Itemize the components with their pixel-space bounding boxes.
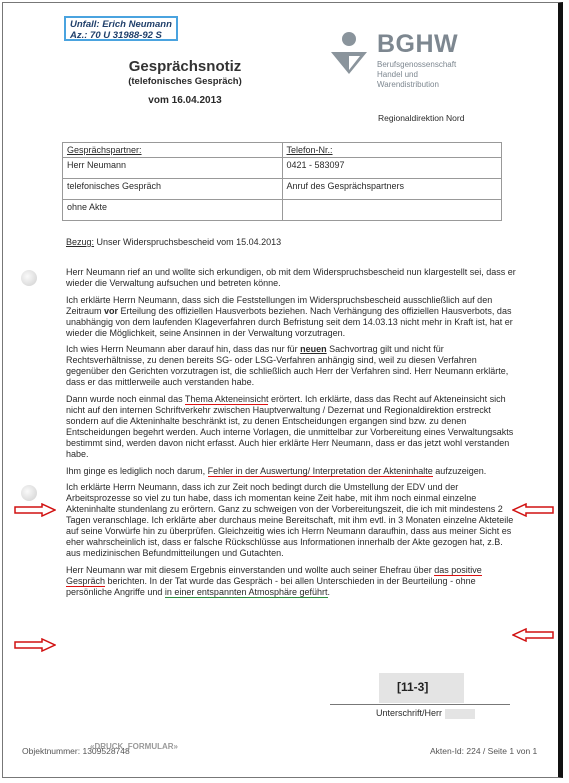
text-run: Ich wies Herrn Neumann aber darauf hin, dass das nur für bbox=[66, 344, 301, 355]
table-cell: telefonisches Gespräch bbox=[63, 179, 283, 200]
logo-sub-line: Warendistribution bbox=[377, 80, 439, 89]
title-block bbox=[90, 58, 280, 106]
text-run: Dann wurde noch einmal das bbox=[66, 394, 185, 405]
table-row bbox=[63, 179, 502, 200]
bghw-logo-icon bbox=[327, 30, 371, 76]
table-cell: ohne Akte bbox=[63, 200, 283, 221]
paragraph: Herr Neumann rief an und wollte sich erkundigen, ob mit dem Widerspruchsbescheid nun klargestellt sei, dass er wieder die Verwaltung aufsuchen und betreten könne. bbox=[66, 267, 516, 288]
document-title: Gesprächsnotiz bbox=[128, 58, 242, 75]
arrow-left-icon bbox=[512, 503, 554, 517]
subject-label: Bezug: bbox=[66, 237, 95, 247]
case-file-number: Az.: 70 U 31988-92 S bbox=[70, 30, 162, 41]
paragraph bbox=[66, 565, 518, 598]
table-cell: Gesprächspartner: bbox=[63, 143, 283, 158]
paragraph: Ich erklärte Herrn Neumann, dass ich zur Zeit noch bedingt durch die Umstellung der EDV und der Arbeitsprozesse so viel zu tun habe, dass ich momentan keine Zeit habe, mit ihm noch einmal einzelne Akteninhalte stundenlang zu erörtern. Ganz zu schweigen von der Vorbereitungszeit, die ich mit mindestens 2 Tagen veranschlage. Ich erklärte aber durchaus meine Bereitschaft, mit ihm evtl. in 3 Monaten einzelne Akteteile auf seine Vorwürfe hin zu überprüfen. Gleichzeitig wies ich Herrn Neumann daraufhin, dass aus meiner Sicht es eher wahrscheinlich ist, dass er falsche Rückschlüsse aus Informationen innerhalb der Akte gezogen hat, z.B. aus medizinischen Befundmitteilungen und Gutachten. bbox=[66, 482, 514, 558]
logo-sub-line: Berufsgenossenschaft bbox=[377, 60, 457, 69]
table-cell: Telefon-Nr.: bbox=[282, 143, 502, 158]
table-cell: Herr Neumann bbox=[63, 158, 283, 179]
region-office: Regionaldirektion Nord bbox=[378, 113, 465, 123]
arrow-right-icon bbox=[14, 638, 56, 652]
table-row bbox=[63, 158, 502, 179]
text-run: Ihm ginge es lediglich noch darum, bbox=[66, 465, 208, 476]
bghw-logo bbox=[327, 30, 487, 100]
text-run-bold: vor bbox=[104, 305, 119, 316]
signature-text: Unterschrift/Herr bbox=[376, 708, 443, 718]
subject-line bbox=[66, 237, 281, 247]
arrow-right-icon bbox=[14, 503, 56, 517]
logo-name: BGHW bbox=[377, 30, 459, 58]
document-subtitle: (telefonisches Gespräch) bbox=[128, 76, 242, 87]
punch-hole bbox=[21, 485, 37, 501]
table-cell: 0421 - 583097 bbox=[282, 158, 502, 179]
text-run: . bbox=[327, 586, 331, 597]
print-form-marker: «DRUCK_FORMULAR» bbox=[90, 742, 179, 751]
paragraph bbox=[66, 394, 518, 459]
table-cell: Anruf des Gesprächspartners bbox=[282, 179, 502, 200]
text-run: erörtert. Ich erklärte, dass das Recht auf Akteneinsicht sich nicht auf den internen Schriftverkehr zwischen Hauptverwaltung / Dezernat und Regionaldirektion erstreckt sondern auf die Akteninhalte beschränkt ist, zu denen Entscheidungen ergangen sind bzw. zu denen Entscheidungen begehrt werden. Auch interne Vorlagen, die unmittelbar zur Vorbereitung eines Verwaltungsakts bestimmt sind, werden davon nicht erfasst. Auch hier erklärte Herr Neumann, dass er das jetzt wohl verstanden habe. bbox=[66, 394, 514, 459]
file-id-page: Akten-Id: 224 / Seite 1 von 1 bbox=[430, 746, 538, 756]
signature-line bbox=[330, 704, 510, 705]
highlight-red: Fehler in der Auswertung/ Interpretation der Akteninhalte bbox=[207, 465, 433, 476]
logo-sub-line: Handel und bbox=[377, 70, 418, 79]
text-run-bold: neuen bbox=[300, 344, 327, 355]
paragraph bbox=[66, 295, 518, 339]
signature-caption bbox=[376, 708, 475, 719]
table-row bbox=[63, 200, 502, 221]
logo-subtitle bbox=[377, 60, 487, 90]
case-accident: Unfall: Erich Neumann bbox=[70, 19, 172, 30]
subject-text: Unser Widerspruchsbescheid vom 15.04.2013 bbox=[94, 237, 282, 247]
table-cell bbox=[282, 200, 502, 221]
text-run: berichten. In der Tat wurde das Gespräch - bei allen Unterschieden in der Beurteilung - ohne persönliche Angriffe und bbox=[66, 575, 476, 597]
punch-hole bbox=[21, 270, 37, 286]
highlight-red: das positive Gespräch bbox=[66, 564, 482, 586]
document-date: vom 16.04.2013 bbox=[148, 95, 222, 106]
highlight-green: in einer entspannten Atmosphäre geführt bbox=[164, 586, 328, 597]
text-run: Ich erklärte Herrn Neumann, dass sich die Feststellungen im Widerspruchsbescheid ausschließlich auf den Zeitraum bbox=[66, 294, 493, 316]
object-number: Objektnummer: 1309528748 bbox=[22, 746, 130, 756]
text-run: Erteilung des offiziellen Hausverbots beziehen. Nach Verhängung des offiziellen Hausverbots, das unabhängig von dem laufenden Klageverfahren durch Befristung seit dem 14.03.13 nicht mehr in Kraft ist, hat er wieder die Möglichkeit, seine Ansinnen in der Verwaltung vorzutragen. bbox=[66, 305, 513, 338]
stamp-label: [11-3] bbox=[379, 673, 464, 703]
paragraph bbox=[66, 344, 518, 388]
text-run: aufzuzeigen. bbox=[432, 465, 487, 476]
text-run: Herr Neumann war mit diesem Ergebnis einverstanden und wollte auch seiner Ehefrau über bbox=[66, 564, 435, 575]
arrow-left-icon bbox=[512, 628, 554, 642]
call-info-table bbox=[62, 142, 502, 221]
highlight-red: Thema Akteneinsicht bbox=[184, 394, 269, 405]
paragraph bbox=[66, 466, 518, 477]
text-run: Sachvortrag gilt und nicht für Rechtsverhältnisse, zu denen bereits SG- oder LSG-Verfahren anhängig sind, weil zu diesen Verfahren gegenüber den Gerichten vorzutragen ist, die schließlich auch Herr der Verfahren sind. Herr Neumann erklärte, dass er das mittlerweile auch verstanden habe. bbox=[66, 344, 509, 388]
table-row bbox=[63, 143, 502, 158]
redacted-name bbox=[445, 709, 475, 719]
case-reference-box bbox=[64, 16, 178, 41]
body-text bbox=[66, 267, 518, 603]
